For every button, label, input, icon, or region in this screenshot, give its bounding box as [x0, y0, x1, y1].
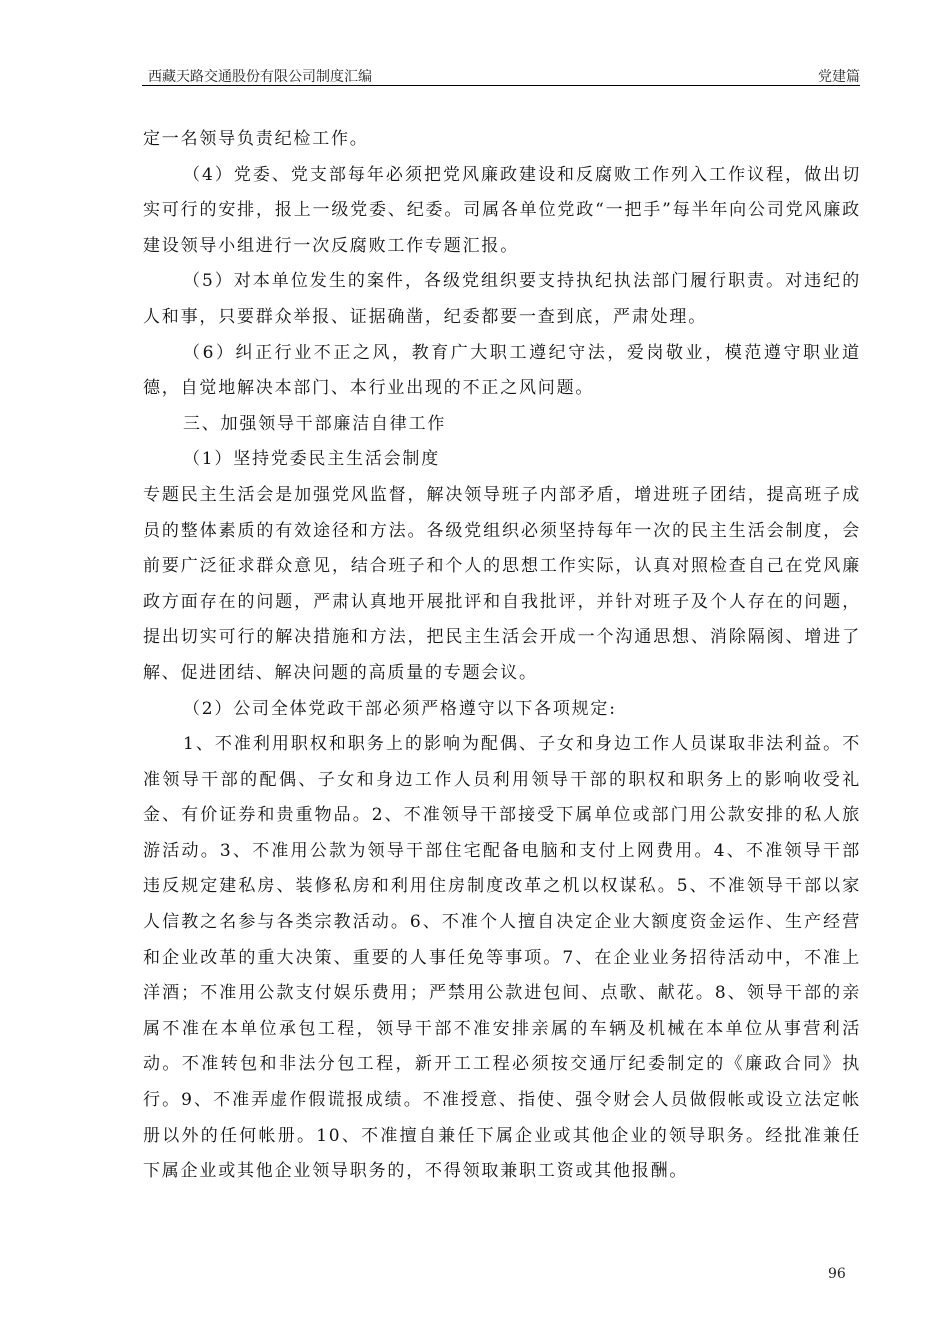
subsection-heading: （1）坚持党委民主生活会制度 [183, 449, 441, 470]
paragraph: 定一名领导负责纪检工作。 [143, 129, 369, 149]
paragraph: （5）对本单位发生的案件，各级党组织要支持执纪执法部门履行职责。对违纪的人和事，只要群众举报、证据确凿，纪委都要一查到底，严肃处理。 [143, 271, 861, 327]
subsection-heading: （2）公司全体党政干部必须严格遵守以下各项规定: [183, 698, 617, 719]
paragraph: 1、不准利用职权和职务上的影响为配偶、子女和身边工作人员谋取非法利益。不准领导干部的配偶、子女和身边工作人员利用领导干部的职权和职务上的影响收受礼金、有价证券和贵重物品。2、不准领导干部接受下属单位或部门用公款安排的私人旅游活动。3、不准用公款为领导干部住宅配备电脑和支付上网费用。4、不准领导干部违反规定建私房、装修私房和利用住房制度改革之机以权谋私。5、不准领导干部以家人信教之名参与各类宗教活动。6、不准个人擅自决定企业大额度资金运作、生产经营和企业改革的重大决策、重要的人事任免等事项。7、在企业业务招待活动中，不准上洋酒；不准用公款支付娱乐费用；严禁用公款进包间、点歌、献花。8、领导干部的亲属不准在本单位承包工程，领导干部不准安排亲属的车辆及机械在本单位从事营利活动。不准转包和非法分包工程，新开工工程必须按交通厅纪委制定的《廉政合同》执行。9、不准弄虚作假谎报成绩。不准授意、指使、强令财会人员做假帐或设立法定帐册以外的任何帐册。10、不准擅自兼任下属企业或其他企业的领导职务。经批准兼任下属企业或其他企业领导职务的，不得领取兼职工资或其他报酬。 [143, 734, 861, 1182]
header-section: 党建篇 [818, 69, 860, 85]
paragraph: 专题民主生活会是加强党风监督，解决领导班子内部矛盾，增进班子团结，提高班子成员的整体素质的有效途径和方法。各级党组织必须坚持每年一次的民主生活会制度，会前要广泛征求群众意见，结合班子和个人的思想工作实际，认真对照检查自己在党风廉政方面存在的问题，严肃认真地开展批评和自我批评，并针对班子及个人存在的问题，提出切实可行的解决措施和方法，把民主生活会开成一个沟通思想、消除隔阂、增进了解、促进团结、解决问题的高质量的专题会议。 [143, 484, 861, 683]
header-title: 西藏天路交通股份有限公司制度汇编 [148, 69, 372, 85]
paragraph: （6）纠正行业不正之风，教育广大职工遵纪守法，爱岗敬业，模范遵守职业道德，自觉地解决本部门、本行业出现的不正之风问题。 [143, 342, 861, 399]
document-body [143, 122, 861, 1190]
page-number: 96 [828, 1266, 846, 1282]
paragraph: （4）党委、党支部每年必须把党风廉政建设和反腐败工作列入工作议程，做出切实可行的安排，报上一级党委、纪委。司属各单位党政“一把手”每半年向公司党风廉政建设领导小组进行一次反腐败工作专题汇报。 [143, 164, 861, 256]
page-header [148, 64, 860, 86]
header-rule [142, 85, 860, 86]
section-heading: 三、加强领导干部廉洁自律工作 [183, 413, 447, 434]
